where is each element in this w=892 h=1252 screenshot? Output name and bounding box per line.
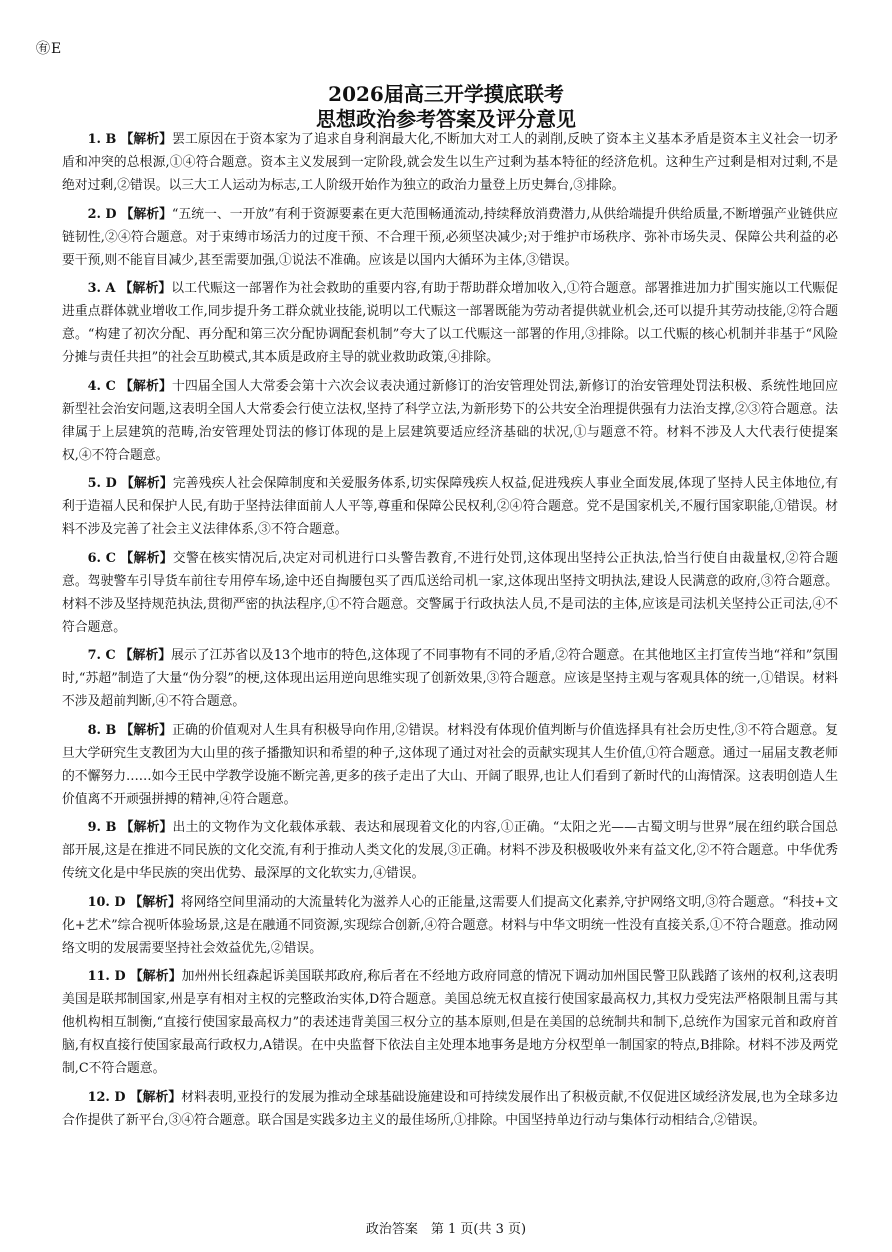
answer-number: 7. C [87, 648, 116, 663]
analysis-tag: 【解析】 [120, 206, 172, 222]
analysis-text: 十四届全国人大常委会第十六次会议表决通过新修订的治安管理处罚法,新修订的治安管理处罚法积极、系统性地回应新型社会治安问题,这表明全国人大常委会行使立法权,坚持了科学立法,为新形势下的公共安全治理提供强有力法治支撑,②③符合题意。法律属于上层建筑的范畴,治安管理处罚法的修订体现的是上层建筑要适应经济基础的状况,①与题意不符。材料不涉及人大代表行使提案权,④不符合题意。 [62, 378, 839, 463]
answer-item-6 [62, 547, 838, 639]
answer-item-10 [62, 891, 838, 960]
analysis-tag: 【解析】 [129, 1089, 182, 1105]
answer-item-9 [62, 816, 838, 885]
answer-number: 12. D [87, 1089, 126, 1105]
analysis-tag: 【解析】 [120, 476, 173, 491]
page-subtitle: 思想政治参考答案及评分意见 [316, 107, 576, 131]
analysis-tag: 【解析】 [120, 132, 173, 147]
answer-item-5 [62, 472, 838, 541]
answer-number: 11. D [87, 969, 126, 984]
answer-list [62, 128, 838, 1137]
analysis-tag: 【解析】 [119, 281, 172, 296]
analysis-text: 完善残疾人社会保障制度和关爱服务体系,切实保障残疾人权益,促进残疾人事业全面发展,体现了坚持人民主体地位,有利于造福人民和保护人民,有助于坚持法律面前人人平等,尊重和保障公民权利,②④符合题意。党不是国家机关,不履行国家职能,①错误。材料不涉及完善了社会主义法律体系,③不符合题意。 [62, 476, 838, 537]
answer-item-1 [62, 128, 838, 197]
analysis-tag: 【解析】 [129, 894, 181, 910]
answer-number: 3. A [87, 281, 116, 296]
analysis-text: 正确的价值观对人生具有积极导向作用,②错误。材料没有体现价值判断与价值选择具有社会历史性,③不符合题意。复旦大学研究生支教团为大山里的孩子播撒知识和希望的种子,这体现了通过对社会的贡献实现其人生价值,①符合题意。通过一届届支教老师的不懈努力……如今王民中学教学设施不断完善,更多的孩子走出了大山、开阔了眼界,也让人们看到了新时代的山海情深。这表明创造人生价值离不开顽强拼搏的精神,④符合题意。 [62, 722, 838, 807]
analysis-text: 交警在核实情况后,决定对司机进行口头警告教育,不进行处罚,这体现出坚持公正执法,恰当行使自由裁量权,②符合题意。驾驶警车引导货车前往专用停车场,途中还自掏腰包买了西瓜送给司机一家,这体现出坚持文明执法,建设人民满意的政府,③符合题意。材料不涉及坚持规范执法,贯彻严密的执法程序,①不符合题意。交警属于行政执法人员,不是司法的主体,应该是司法机关坚持公正司法,④不符合题意。 [62, 550, 839, 635]
answer-number: 5. D [87, 476, 117, 491]
answer-item-11 [62, 965, 838, 1080]
analysis-tag: 【解析】 [120, 550, 173, 566]
answer-item-12 [62, 1086, 838, 1132]
answer-number: 10. D [87, 894, 126, 910]
answer-item-8 [62, 719, 838, 811]
answer-number: 4. C [87, 378, 116, 394]
answer-number: 1. B [87, 132, 117, 147]
analysis-text: 罢工原因在于资本家为了追求自身利润最大化,不断加大对工人的剥削,反映了资本主义基本矛盾是资本主义社会一切矛盾和冲突的总根源,①④符合题意。资本主义发展到一定阶段,就会发生以生产过剩为基本特征的经济危机。这种生产过剩是相对过剩,不是绝对过剩,②错误。以三大工人运动为标志,工人阶级开始作为独立的政治力量登上历史舞台,③排除。 [62, 132, 838, 193]
answer-item-3 [62, 277, 838, 369]
answer-item-4 [62, 375, 838, 467]
analysis-text: 加州州长纽森起诉美国联邦政府,称后者在不经地方政府同意的情况下调动加州国民警卫队践踏了该州的权利,这表明美国是联邦制国家,州是享有相对主权的完整政治实体,D符合题意。美国总统无权直接行使国家最高权力,其权力受宪法严格限制且需与其他机构相互制衡,“直接行使国家最高权力”的表述违背美国三权分立的基本原则,但是在美国的总统制共和制下,总统作为国家元首和政府首脑,有权直接行使国家最高行政权力,A错误。在中央监督下依法自主处理本地事务是地方分权型单一制国家的特点,B排除。材料不涉及两党制,C不符合题意。 [62, 969, 838, 1076]
analysis-tag: 【解析】 [120, 378, 172, 394]
analysis-text: 展示了江苏省以及13个地市的特色,这体现了不同事物有不同的矛盾,②符合题意。在其他地区主打宣传当地“祥和”氛围时,“苏超”制造了大量“伪分裂”的梗,这体现出运用逆向思维实现了创新效果,③符合题意。应该是坚持主观与客观具体的统一,①错误。材料不涉及超前判断,④不符合题意。 [62, 648, 839, 709]
analysis-tag: 【解析】 [129, 969, 182, 984]
analysis-text: 以工代赈这一部署作为社会救助的重要内容,有助于帮助群众增加收入,①符合题意。部署推进加力扩围实施以工代赈促进重点群体就业增收工作,同步提升务工群众就业技能,说明以工代赈这一部署既能为劳动者提供就业机会,还可以提升其劳动技能,②符合题意。“构建了初次分配、再分配和第三次分配协调配套机制”夸大了以工代赈这一部署的作用,③排除。以工代赈的核心机制并非基于“风险分摊与责任共担”的社会互助模式,其本质是政府主导的就业救助政策,④排除。 [62, 281, 838, 365]
analysis-tag: 【解析】 [120, 820, 173, 835]
analysis-text: 材料表明,亚投行的发展为推动全球基础设施建设和可持续发展作出了积极贡献,不仅促进区域经济发展,也为全球多边合作提供了新平台,③④符合题意。联合国是实践多边主义的最佳场所,①排除。中国坚持单边行动与集体行动相结合,②错误。 [62, 1089, 839, 1128]
answer-item-7 [62, 644, 838, 713]
analysis-text: “五统一、一开放”有利于资源要素在更大范围畅通流动,持续释放消费潜力,从供给端提升供给质量,不断增强产业链供应链韧性,②④符合题意。对于束缚市场活力的过度干预、不合理干预,必须坚决减少;对于维护市场秩序、弥补市场失灵、保障公共利益的必要干预,则不能盲目减少,甚至需要加强,①说法不准确。应该是以国内大循环为主体,③错误。 [62, 206, 838, 268]
answer-number: 9. B [87, 820, 117, 835]
corner-mark: ㊒E [36, 41, 63, 57]
analysis-tag: 【解析】 [120, 722, 173, 738]
page-title: 2026届高三开学摸底联考 [328, 82, 564, 106]
analysis-text: 出土的文物作为文化载体承载、表达和展现着文化的内容,①正确。“太阳之光——古蜀文明与世界”展在纽约联合国总部开展,这是在推进不同民族的文化交流,有利于推动人类文化的发展,③正确。材料不涉及积极吸收外来有益文化,②不符合题意。中华优秀传统文化是中华民族的突出优势、最深厚的文化软实力,④错误。 [62, 820, 839, 881]
answer-number: 2. D [87, 206, 117, 222]
analysis-tag: 【解析】 [119, 648, 172, 663]
analysis-text: 将网络空间里涌动的大流量转化为滋养人心的正能量,这需要人们提高文化素养,守护网络文明,③符合题意。“科技+文化+艺术”综合视听体验场景,这是在融通不同资源,实现综合创新,④符合题意。材料与中华文明统一性没有直接关系,①不符合题意。推动网络文明的发展需要坚持社会效益优先,②错误。 [62, 894, 839, 956]
answer-number: 6. C [87, 550, 116, 566]
answer-number: 8. B [87, 722, 117, 738]
answer-item-2 [62, 203, 838, 272]
page-footer: 政治答案 第 1 页(共 3 页) [365, 1222, 527, 1237]
